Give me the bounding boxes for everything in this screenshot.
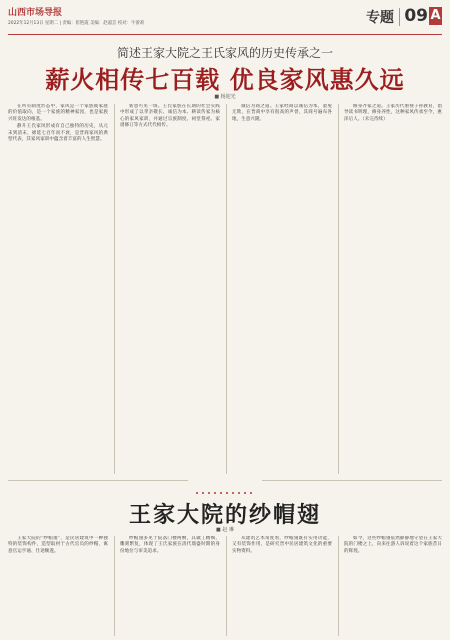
article1-col1-para-1: 在所有制度形态中，家风是一个家族或家庭的价值取向，是一个家族的精神家园，也是家族兴旺发达的根基。 (8, 104, 108, 122)
column-divider (114, 536, 115, 636)
article1-headline: 薪火相传七百载 优良家风惠久远 (45, 66, 405, 94)
article2-col3-para-1: 从建筑艺术角度看，纱帽翅既有实用功能，又有装饰作用，是研究晋中民居建筑文化的重要实物资料。 (232, 536, 332, 554)
section-divider-left (8, 480, 188, 481)
article2-column-3 (232, 536, 332, 636)
article2-col4-para-1: 如今，这些纱帽翅依然静静地守望在王家大院的门楼之上，向来往游人诉说着这个家族昔日的辉煌。 (344, 536, 442, 554)
article1-col2-para-1: 新意可见一斑。王氏家族在长期的社会实践中形成了以孝亲敬长、诚信为本、耕读传家为核心的家风家训，并通过宗族制度、祠堂祭祀、家谱修订等方式代代相传。 (120, 104, 220, 129)
article2-headline: 王家大院的纱帽翅 (128, 503, 321, 528)
column-divider (338, 104, 339, 474)
article1-col4-para-1: 修身齐家之道。王家历代重视子孙教育，倡导读书明理，修身养性，这种家风传承至今，惠泽后人。（未完待续） (344, 104, 442, 122)
article2-column-1 (8, 536, 108, 636)
article1-col3-para-1: 诚信为商之道。王家经商以诚信为本，童叟无欺，在晋商中享有很高的声誉，其商号遍布各地，生意兴隆。 (232, 104, 332, 122)
masthead-divider (399, 8, 400, 26)
column-divider (226, 104, 227, 474)
section-divider-ornament (196, 479, 256, 482)
issue-info: 2022年12月13日 星期二 | 责编：崔艳霞 美编：赵淑芸 校对：牛蕾莉 (8, 21, 145, 26)
masthead (8, 4, 442, 35)
article2-col1-para-1: 王家大院的“纱帽翅”，是民居建筑中一种独特的装饰构件，造型取材于古代官员的纱帽，寓意官运亨通、仕途顺遂。 (8, 536, 108, 554)
article2-byline: ■ 赵 琳 (216, 527, 234, 533)
column-divider (338, 536, 339, 636)
paper-name: 山西市场导报 (8, 8, 63, 18)
section-divider-right (262, 480, 442, 481)
article1-byline: ■ 杨迎光 (214, 94, 236, 100)
article1-column-1 (8, 104, 108, 474)
article2-col2-para-1: 纱帽翅多见于院落门楼两侧，其做工精细，雕刻繁复，体现了王氏家族在清代鼎盛时期的身份地位与审美追求。 (120, 536, 220, 554)
page-number: 09 (404, 6, 428, 26)
article1-column-4 (344, 104, 442, 474)
section-title: 专题 (366, 10, 394, 26)
column-divider (226, 536, 227, 636)
column-divider (114, 104, 115, 474)
article1-col1-para-2: 静升王氏家风形成有自己独特的历史，从元末到清末，绵延七百年而不衰，是晋商家风的典型代表，其家风家训中蕴含着丰富的人生智慧。 (8, 124, 108, 143)
article2-column-4 (344, 536, 442, 636)
article1-column-3 (232, 104, 332, 474)
article2-column-2 (120, 536, 220, 636)
page-letter-badge: A (430, 8, 441, 23)
article1-column-2 (120, 104, 220, 474)
article1-kicker: 简述王家大院之王氏家风的历史传承之一 (116, 46, 333, 60)
